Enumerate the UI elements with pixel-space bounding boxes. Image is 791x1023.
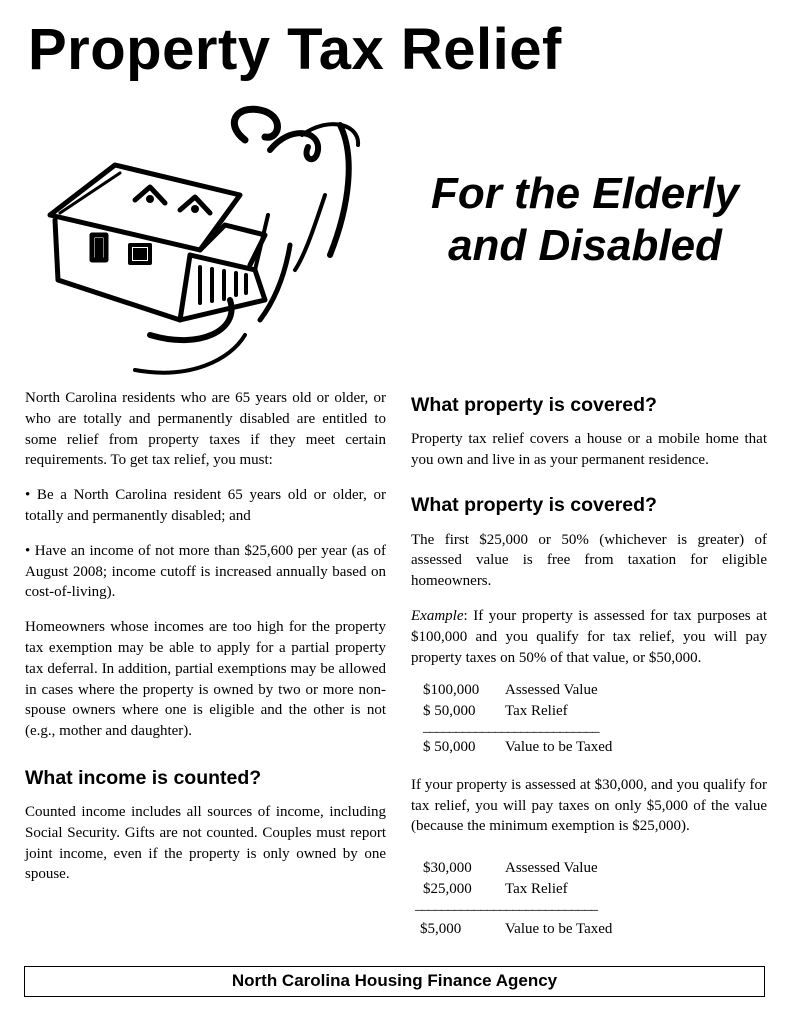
example-paragraph [411, 606, 767, 668]
example1-row-total [423, 737, 612, 758]
label: Assessed Value [505, 860, 598, 877]
footer-agency-box [24, 966, 765, 997]
covered-paragraph: Property tax relief covers a house or a mobile home that you own and live in as your permanent residence. [411, 431, 767, 468]
example1-rule: ___________________________ [423, 719, 599, 736]
house-sketch-icon [40, 95, 380, 385]
example1-row-relief [423, 701, 598, 722]
left-column [25, 388, 386, 885]
covered-heading: What property is covered? [411, 394, 657, 416]
amount: $100,000 [423, 682, 480, 699]
label: Value to be Taxed [505, 739, 613, 756]
example1-row-assessed [423, 680, 598, 701]
amount: $25,000 [423, 880, 472, 897]
subtitle-line-1: For the Elderly [430, 169, 740, 218]
right-column [411, 388, 767, 940]
example-label: Example [411, 607, 464, 624]
income-heading: What income is counted? [25, 766, 262, 789]
example-text: : If your property is assessed for tax purposes at $100,000 and you qualify for tax relief, you will pay property taxes on 50% of that value, or $50,000. [411, 607, 767, 666]
footer-agency-name: North Carolina Housing Finance Agency [231, 971, 558, 990]
page-title: Property Tax Relief [28, 17, 562, 82]
homeowners-paragraph: Homeowners whose incomes are too high for the property tax exemption may be able to apply for a partial property tax deferral. In addition, partial exemptions may be allowed in cases where the property is owned by two or more non-spouse owners where one is eligible and the other is not (e.g., mother and daughter). [25, 619, 386, 740]
amount: $ 50,000 [423, 739, 476, 756]
second-example-paragraph: If your property is assessed at $30,000, and you qualify for tax relief, you will pay taxes on only $5,000 of the value (because the minimum exemption is $25,000). [411, 776, 767, 835]
intro-paragraph: North Carolina residents who are 65 years old or older, or who are totally and permanently disabled are entitled to some relief from property taxes if they meet certain requirements. To get tax relief, you must: [25, 390, 386, 469]
label: Assessed Value [505, 682, 598, 699]
label: Value to be Taxed [505, 921, 613, 938]
example2-row-total [420, 919, 612, 940]
exemption-paragraph: The first $25,000 or 50% (whichever is greater) of assessed value is free from taxation for eligible homeowners. [411, 531, 767, 590]
example2-row-assessed [423, 858, 598, 879]
example2-table [423, 858, 598, 899]
eligibility-bullet-1: • Be a North Carolina resident 65 years old or older, or totally and permanently disabled; and [25, 487, 386, 524]
example2-rule: ____________________________ [415, 897, 597, 914]
exemption-heading: What property is covered? [411, 493, 657, 516]
example2-total [420, 919, 612, 940]
example2-row-relief [423, 879, 598, 900]
income-paragraph: Counted income includes all sources of income, including Social Security. Gifts are not counted. Couples must report joint income, even if the property is only owned by one spouse. [25, 803, 386, 883]
label: Tax Relief [505, 880, 568, 897]
example1-total [423, 737, 612, 758]
amount: $30,000 [423, 860, 472, 877]
eligibility-bullet-2: • Have an income of not more than $25,600 per year (as of August 2008; income cutoff is increased annually based on cost-of-living). [25, 542, 386, 601]
subtitle [395, 168, 775, 272]
amount: $ 50,000 [423, 702, 476, 719]
label: Tax Relief [505, 702, 568, 719]
subtitle-line-2: and Disabled [448, 221, 722, 270]
amount: $5,000 [420, 921, 462, 938]
example1-table [423, 680, 598, 721]
